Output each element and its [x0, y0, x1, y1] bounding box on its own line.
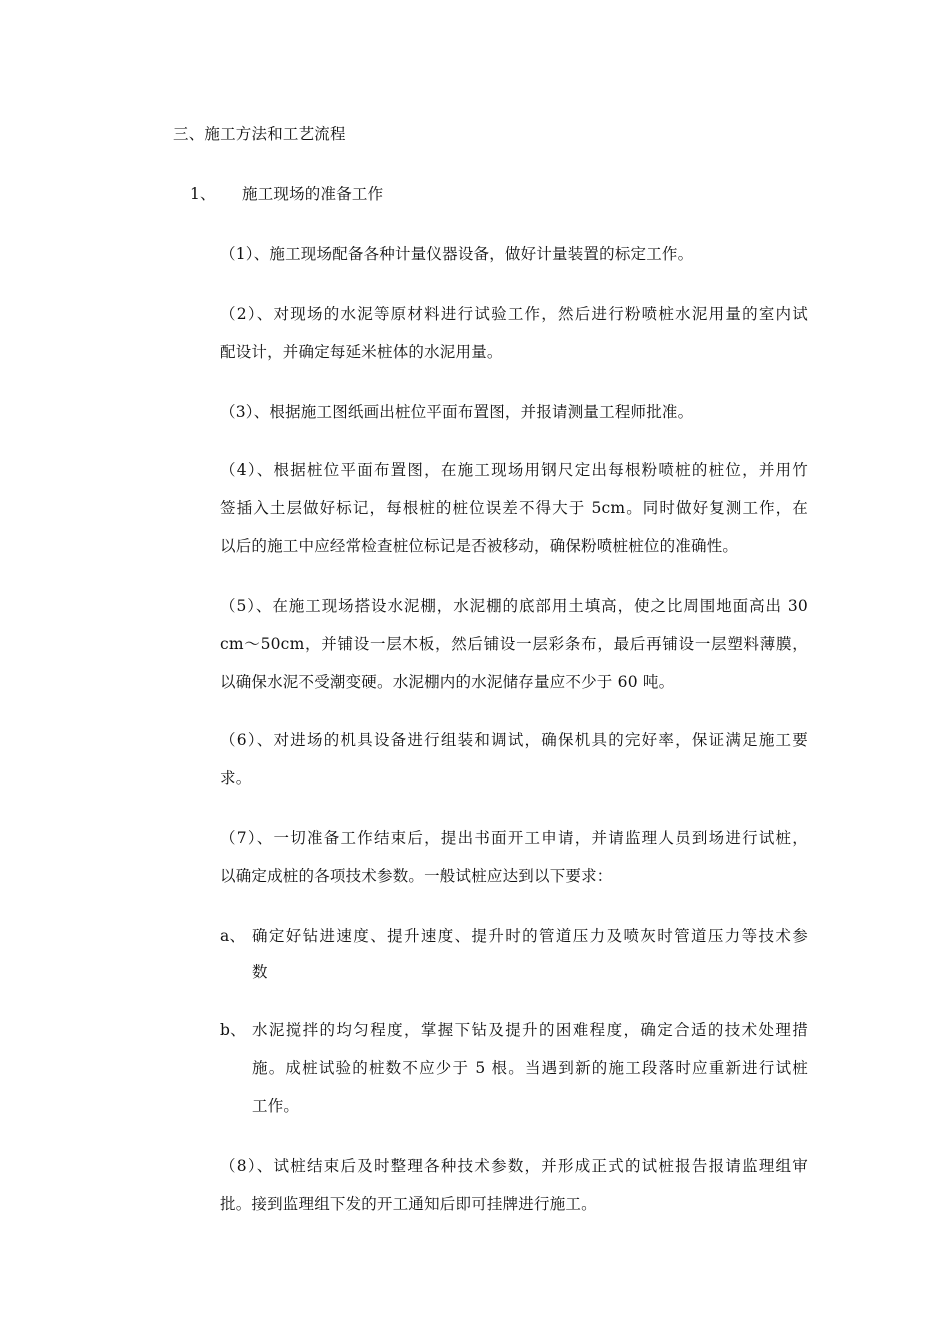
paragraph-8-line-2: 批。接到监理组下发的开工通知后即可挂牌进行施工。	[220, 1195, 597, 1213]
paragraph-6-line-1: （6）、对进场的机具设备进行组装和调试，确保机具的完好率，保证满足施工要	[220, 731, 808, 749]
list-item-b-line-3: 工作。	[252, 1097, 300, 1115]
paragraph-2-line-1: （2）、对现场的水泥等原材料进行试验工作，然后进行粉喷桩水泥用量的室内试	[220, 305, 808, 323]
list-item-a-label: a、	[220, 927, 246, 945]
paragraph-4-line-2: 签插入土层做好标记，每根桩的桩位误差不得大于 5cm。同时做好复测工作，在	[220, 499, 808, 517]
paragraph-4-line-1: （4）、根据桩位平面布置图，在施工现场用钢尺定出每根粉喷桩的桩位，并用竹	[220, 461, 808, 479]
paragraph-4-line-3: 以后的施工中应经常检查桩位标记是否被移动，确保粉喷桩桩位的准确性。	[220, 537, 739, 555]
subsection-title: 施工现场的准备工作	[242, 185, 384, 203]
paragraph-5-line-1: （5）、在施工现场搭设水泥棚，水泥棚的底部用土填高，使之比周围地面高出 30	[220, 597, 808, 615]
section-heading: 三、施工方法和工艺流程	[173, 125, 346, 143]
list-item-a-line-2: 数	[252, 963, 268, 981]
paragraph-1-line-1: （1）、施工现场配备各种计量仪器设备，做好计量装置的标定工作。	[220, 245, 694, 263]
paragraph-3-line-1: （3）、根据施工图纸画出桩位平面布置图，并报请测量工程师批准。	[220, 403, 694, 421]
paragraph-7-line-1: （7）、一切准备工作结束后，提出书面开工申请，并请监理人员到场进行试桩，	[220, 829, 808, 847]
paragraph-2-line-2: 配设计，并确定每延米桩体的水泥用量。	[220, 343, 503, 361]
paragraph-7-line-2: 以确定成桩的各项技术参数。一般试桩应达到以下要求：	[220, 867, 613, 885]
paragraph-5-line-3: 以确保水泥不受潮变硬。水泥棚内的水泥储存量应不少于 60 吨。	[220, 673, 675, 691]
list-item-b-line-1: 水泥搅拌的均匀程度，掌握下钻及提升的困难程度，确定合适的技术处理措	[252, 1021, 808, 1039]
paragraph-8-line-1: （8）、试桩结束后及时整理各种技术参数，并形成正式的试桩报告报请监理组审	[220, 1157, 808, 1175]
paragraph-6-line-2: 求。	[220, 769, 252, 787]
subsection-heading	[190, 184, 383, 204]
list-item-b-label: b、	[220, 1021, 246, 1039]
paragraph-5-line-2: cm～50cm，并铺设一层木板，然后铺设一层彩条布，最后再铺设一层塑料薄膜，	[220, 635, 808, 653]
subsection-number: 1、	[190, 185, 216, 203]
list-item-a-line-1: 确定好钻进速度、提升速度、提升时的管道压力及喷灰时管道压力等技术参	[252, 927, 808, 945]
list-item-b-line-2: 施。成桩试验的桩数不应少于 5 根。当遇到新的施工段落时应重新进行试桩	[252, 1059, 808, 1077]
